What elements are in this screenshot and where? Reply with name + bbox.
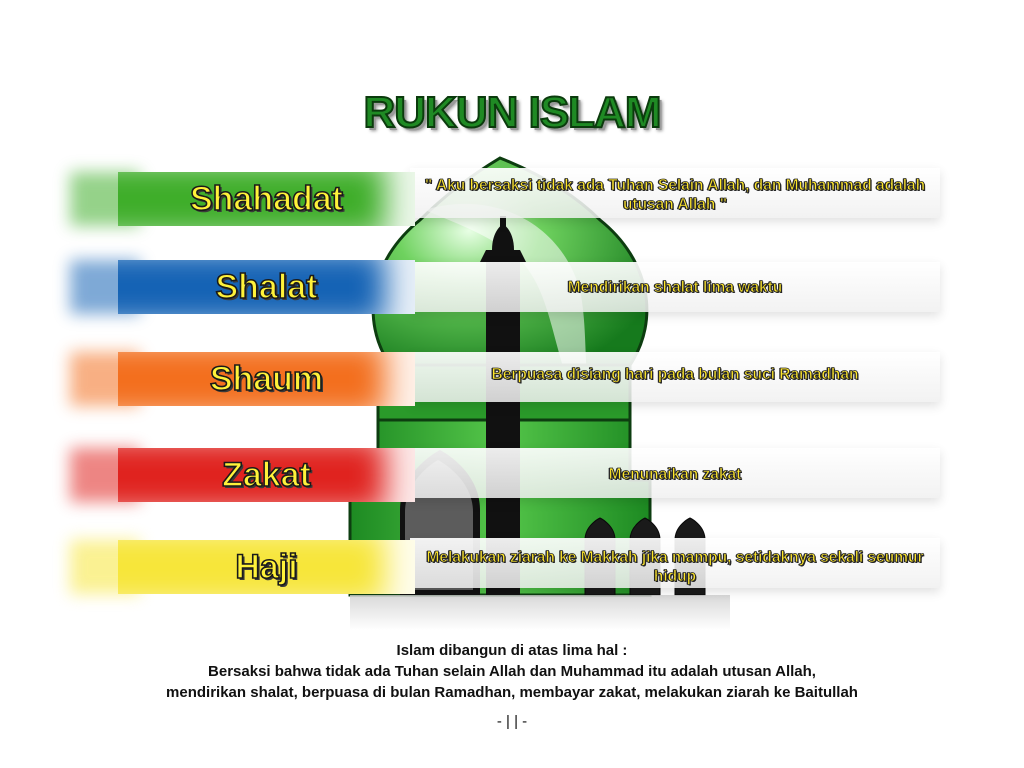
caption-intro: Islam dibangun di atas lima hal : bbox=[396, 642, 628, 659]
pillar-haji-label bbox=[118, 540, 415, 594]
page-number: - | | - bbox=[496, 713, 528, 730]
caption-block bbox=[0, 640, 1024, 703]
pillar-name: Zakat bbox=[222, 455, 311, 494]
pillar-shaum-label bbox=[118, 352, 415, 406]
caption-line-3: mendirikan shalat, berpuasa di bulan Ramadhan, membayar zakat, melakukan ziarah ke Baitullah bbox=[166, 684, 858, 701]
pillar-name: Haji bbox=[235, 547, 298, 586]
pillar-name: Shaum bbox=[209, 359, 324, 398]
pillar-shahadat-description: " Aku bersaksi tidak ada Tuhan Selain Allah, dan Muhammad adalah utusan Allah " bbox=[424, 177, 926, 213]
caption-line-2: Bersaksi bahwa tidak ada Tuhan selain Allah dan Muhammad itu adalah utusan Allah, bbox=[208, 663, 816, 680]
pillar-name: Shahadat bbox=[189, 179, 344, 218]
page-title: RUKUN ISLAM bbox=[363, 88, 661, 137]
pillar-shalat-description: Mendirikan shalat lima waktu bbox=[567, 279, 783, 296]
pillar-shahadat-label bbox=[118, 172, 415, 226]
pillar-shalat-label bbox=[118, 260, 415, 314]
pillar-name: Shalat bbox=[215, 267, 318, 306]
pillar-haji-description: Melakukan ziarah ke Makkah jika mampu, setidaknya sekali seumur hidup bbox=[426, 549, 924, 585]
pillar-zakat-description: Menunaikan zakat bbox=[608, 466, 742, 483]
pillar-zakat-label bbox=[118, 448, 415, 502]
pillar-shaum-description: Berpuasa disiang hari pada bulan suci Ramadhan bbox=[491, 366, 859, 383]
